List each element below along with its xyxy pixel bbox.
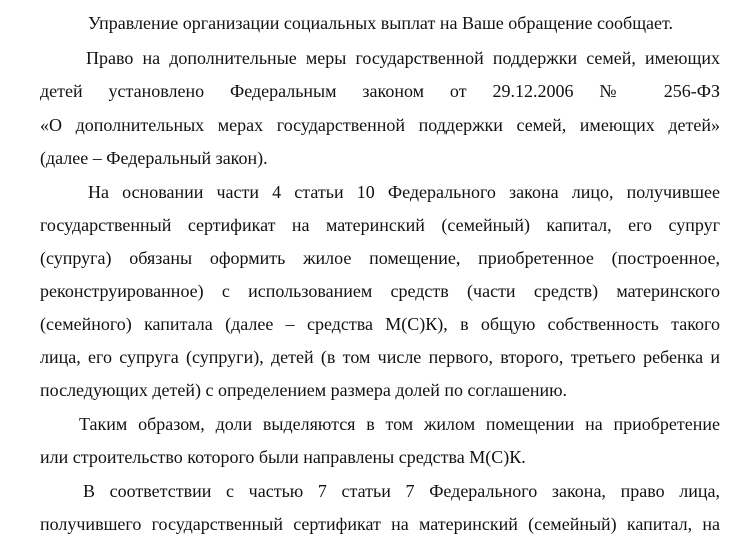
text-line: (далее – Федеральный закон). — [40, 148, 268, 168]
text-line: лица, его супруга (супруги), детей (в том числе первого, второго, третьего ребенка и — [40, 347, 720, 367]
text-line: государственный сертификат на материнский (семейный) капитал, его супруг — [40, 215, 720, 235]
text-line: (супруга) обязаны оформить жилое помещение, приобретенное (построенное, — [40, 248, 720, 268]
text-line: В соответствии с частью 7 статьи 7 Федерального закона, право лица, — [83, 481, 720, 501]
text-line: получившего государственный сертификат на материнский (семейный) капитал, на — [40, 514, 720, 534]
text-line: или строительство которого были направлены средства М(С)К. — [40, 447, 526, 467]
text-line: детей установлено Федеральным законом от 29.12.2006 № 256-ФЗ — [40, 81, 720, 101]
text-line: Управление организации социальных выплат на Ваше обращение сообщает. — [88, 13, 674, 33]
text-line: Таким образом, доли выделяются в том жилом помещении на приобретение — [79, 414, 720, 434]
text-line: (семейного) капитала (далее – средства М(С)К), в общую собственность такого — [40, 314, 720, 334]
text-line: На основании части 4 статьи 10 Федерального закона лицо, получившее — [88, 182, 720, 202]
text-line: последующих детей) с определением размера долей по соглашению. — [40, 380, 568, 400]
text-line: Право на дополнительные меры государственной поддержки семей, имеющих — [86, 48, 720, 68]
text-line: «О дополнительных мерах государственной поддержки семей, имеющих детей» — [40, 115, 720, 135]
text-line: реконструированное) с использованием средств (части средств) материнского — [40, 281, 720, 301]
